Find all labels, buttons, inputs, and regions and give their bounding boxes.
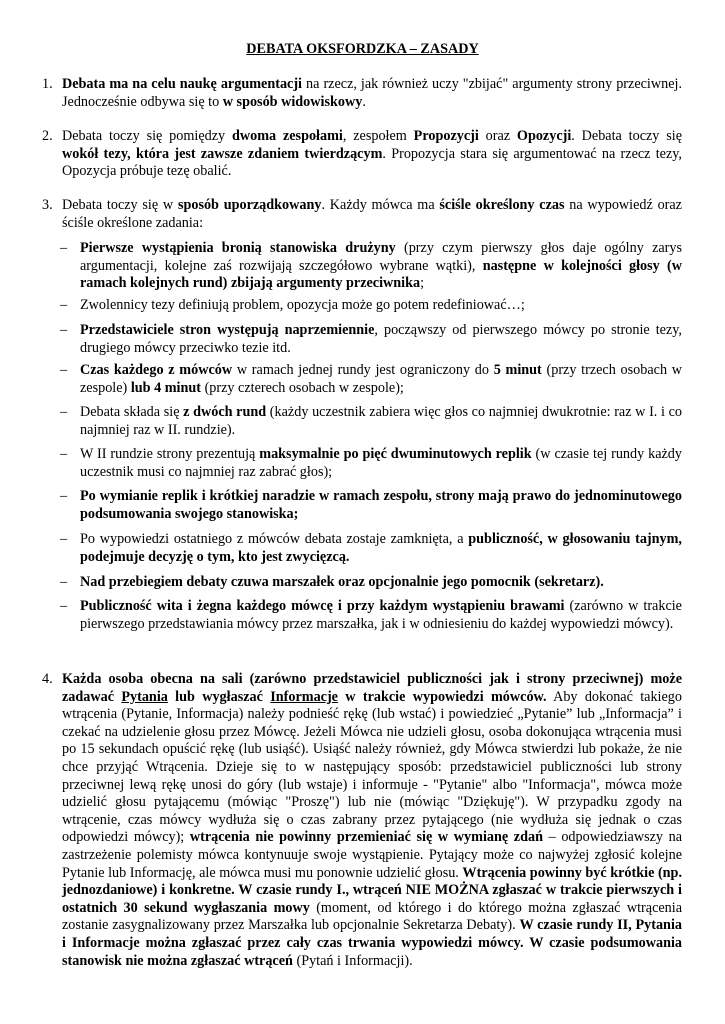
list-item: – Pierwsze wystąpienia bronią stanowiska drużyny (przy czym pierwszy głos daje ogólny zarys argumentacji, kolejne zaś rozwijają szczegółowo wybrane wątki), następne w kolejności głosy (w ramach kolejnych rund) zbijają argumenty przeciwnika; — [60, 240, 683, 292]
list-item: – Przedstawiciele stron występują naprzemiennie, począwszy od pierwszego mówcy po stronie tezy, drugiego mówcy przeciwko tezie itd. — [60, 322, 682, 356]
list-item: – Debata składa się z dwóch rund (każdy uczestnik zabiera więc głos co najmniej dwukrotnie: raz w I. i co najmniej raz w II. rundzie). — [60, 404, 682, 438]
rule-item-3 — [42, 197, 682, 232]
list-item: – Po wypowiedzi ostatniego z mówców debata zostaje zamknięta, a publiczność, w głosowaniu tajnym, podejmuje decyzję o tym, kto jest zwycięzcą. — [60, 531, 682, 565]
item-number: 4. — [42, 671, 53, 687]
list-item: – Zwolennicy tezy definiują problem, opozycja może go potem redefiniować…; — [60, 297, 525, 313]
list-item: – Czas każdego z mówców w ramach jednej rundy jest ograniczony do 5 minut (przy trzech osobach w zespole) lub 4 minut (przy czterech osobach w zespole); — [60, 362, 683, 396]
rule-item-4 — [42, 671, 683, 970]
dash-bullet: – — [60, 322, 68, 338]
dash-bullet: – — [60, 240, 68, 256]
item-text: Debata toczy się pomiędzy dwoma zespołami, zespołem Propozycji oraz Opozycji. Debata toczy się wokół tezy, która jest zawsze zdaniem twierdzącym. Propozycja stara się argumentować na rzecz tezy, Opozycja próbuje tezę obalić. — [62, 128, 683, 180]
item-text: Debata toczy się w sposób uporządkowany. Każdy mówca ma ściśle określony czas na wypowiedź oraz ściśle określone zadania: — [62, 197, 682, 231]
dash-bullet: – — [60, 531, 68, 547]
document-title: DEBATA OKSFORDZKA – ZASADY — [246, 41, 479, 57]
dash-bullet: – — [60, 404, 68, 420]
dash-bullet: – — [60, 574, 68, 590]
dash-bullet: – — [60, 598, 68, 614]
list-item: – Publiczność wita i żegna każdego mówcę i przy każdym wystąpieniu brawami (zarówno w trakcie pierwszego przedstawiania mówcy przez marszałka, jak i w odniesieniu do każdej wypowiedzi mówcy). — [60, 598, 682, 632]
list-item: – Nad przebiegiem debaty czuwa marszałek oraz opcjonalnie jego pomocnik (sekretarz). — [60, 574, 604, 590]
dash-bullet: – — [60, 297, 68, 313]
rule-item-2 — [42, 128, 683, 181]
item-number: 2. — [42, 128, 53, 144]
dash-bullet: – — [60, 446, 68, 462]
rule-item-1 — [42, 76, 682, 111]
item-text: Debata ma na celu naukę argumentacji na rzecz, jak również uczy "zbijać" argumenty strony przeciwnej. Jednocześnie odbywa się to w sposób widowiskowy. — [62, 76, 682, 110]
item-number: 3. — [42, 197, 53, 213]
list-item: – W II rundzie strony prezentują maksymalnie po pięć dwuminutowych replik (w czasie tej rundy każdy uczestnik musi co najmniej raz zabrać głos); — [60, 446, 682, 480]
item-text: Każda osoba obecna na sali (zarówno przedstawiciel publiczności jak i strony przeciwnej) może zadawać Pytania lub wygłaszać Informacje w trakcie wypowiedzi mówców. Aby dokonać takiego wtrącenia (Pytanie, Informacja) należy podnieść rękę (lub wstać) i powiedzieć „Pytanie” lub „Informacja” i czekać na udzielenie głosu przez Mówcę. Jeżeli Mówca nie udzieli głosu, osoba dokonująca wtrącenia musi po 15 sekundach opuścić rękę (lub usiąść). Usiąść należy również, gdy Mówca stwierdzi lub pokaże, że nie chce przyjąć Wtrącenia. Dzieje się to w następujący sposób: przedstawiciel publiczności lub strony przeciwnej lewą rękę unosi do góry (lub wstaje) i informuje - "Pytanie" albo "Informacja", mówca może udzielić głosu pytającemu (mówiąc "Proszę") lub nie (mówiąc "Dziękuję"). W przypadku zgody na wtrącenie, czas mówcy wydłuża się o czas zabrany przez pytającego (nie wydłuża się jednak o czas odpowiedzi mówcy); wtrącenia nie powinny przemieniać się w wymianę zdań – odpowiedziawszy na zastrzeżenie polemisty mówca kontynuuje swoje wystąpienie. Pytający może co najwyżej zgłosić kolejne Pytanie lub Informację, ale mówca musi mu ponownie udzielić głosu. Wtrącenia powinny być krótkie (np. jednozdaniowe) i konkretne. W czasie rundy I., wtrąceń NIE MOŻNA zgłaszać w trakcie pierwszych i ostatnich 30 sekund wygłaszania mowy (moment, od którego i do którego można zgłaszać wtrącenia zostanie zasygnalizowany przez Marszałka lub opcjonalnie Sekretarza Debaty). W czasie rundy II, Pytania i Informacje można zgłaszać przez cały czas trwania wypowiedzi mówcy. W czasie podsumowania stanowisk nie można zgłaszać wtrąceń (Pytań i Informacji). — [62, 671, 683, 969]
dash-bullet: – — [60, 362, 68, 378]
item-number: 1. — [42, 76, 53, 92]
list-item: – Po wymianie replik i krótkiej naradzie w ramach zespołu, strony mają prawo do jednominutowego podsumowania swojego stanowiska; — [60, 488, 682, 522]
dash-bullet: – — [60, 488, 68, 504]
